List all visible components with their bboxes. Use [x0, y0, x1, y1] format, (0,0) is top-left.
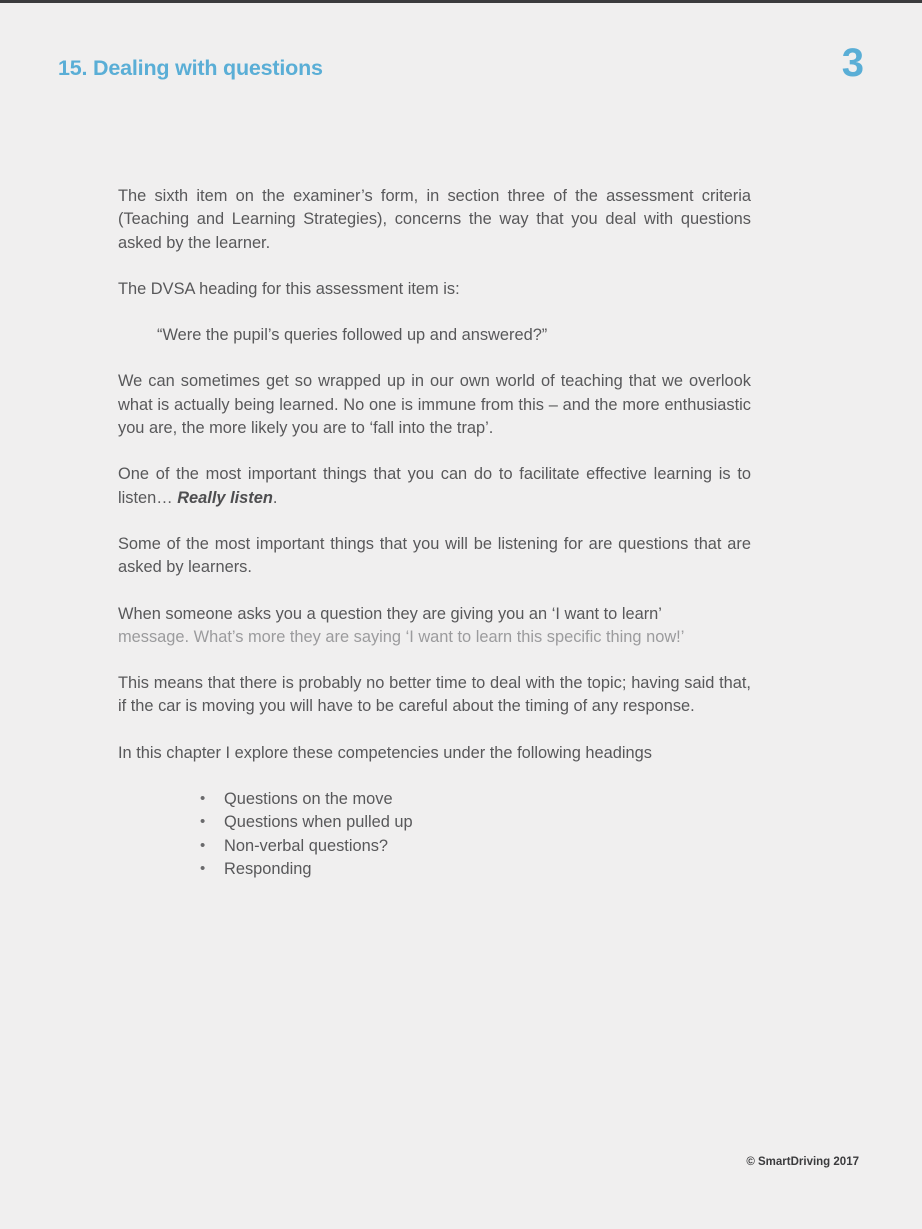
list-item: • Questions on the move — [200, 788, 751, 811]
page-number: 3 — [841, 41, 864, 85]
paragraph-i-want-to-learn — [118, 603, 751, 650]
blockquote-dvsa-heading: “Were the pupil’s queries followed up and answered?” — [157, 326, 548, 345]
list-item: • Questions when pulled up — [200, 811, 751, 834]
i-want-to-learn-line-2: message. What’s more they are saying ‘I want to learn this specific thing now!’ — [118, 627, 685, 646]
i-want-to-learn-line-1: When someone asks you a question they are giving you an ‘I want to learn’ — [118, 604, 662, 623]
list-item: • Responding — [200, 858, 751, 881]
paragraph-dvsa-heading-lead: The DVSA heading for this assessment item is: — [118, 279, 460, 298]
document-body — [118, 185, 751, 881]
paragraph-really-listen — [118, 463, 751, 510]
page-header — [0, 41, 922, 102]
paragraph-listening-for-questions: Some of the most important things that you will be listening for are questions that are asked by learners. — [118, 534, 751, 577]
paragraph-chapter-headings-lead: In this chapter I explore these competencies under the following headings — [118, 743, 652, 762]
really-listen-trail: . — [272, 488, 278, 507]
really-listen-emphasis: Really listen — [177, 488, 273, 507]
top-edge-bar — [0, 0, 922, 3]
chapter-headings-list — [118, 788, 751, 881]
footer-copyright: © SmartDriving 2017 — [746, 1156, 859, 1168]
list-item: • Non-verbal questions? — [200, 835, 751, 858]
paragraph-wrapped-up: We can sometimes get so wrapped up in our own world of teaching that we overlook what is actually being learned. No one is immune from this – and the more enthusiastic you are, the more likely you are to ‘fall into the trap’. — [118, 372, 751, 438]
paragraph-intro: The sixth item on the examiner’s form, in section three of the assessment criteria (Teaching and Learning Strategies), concerns the way that you deal with questions asked by the learner. — [118, 187, 751, 252]
really-listen-lead: One of the most important things that you can do to facilitate effective learning is to listen… — [118, 465, 751, 507]
paragraph-timing-of-response: This means that there is probably no better time to deal with the topic; having said that, if the car is moving you will have to be careful about the timing of any response. — [118, 674, 751, 716]
page-title: 15. Dealing with questions — [58, 56, 323, 80]
